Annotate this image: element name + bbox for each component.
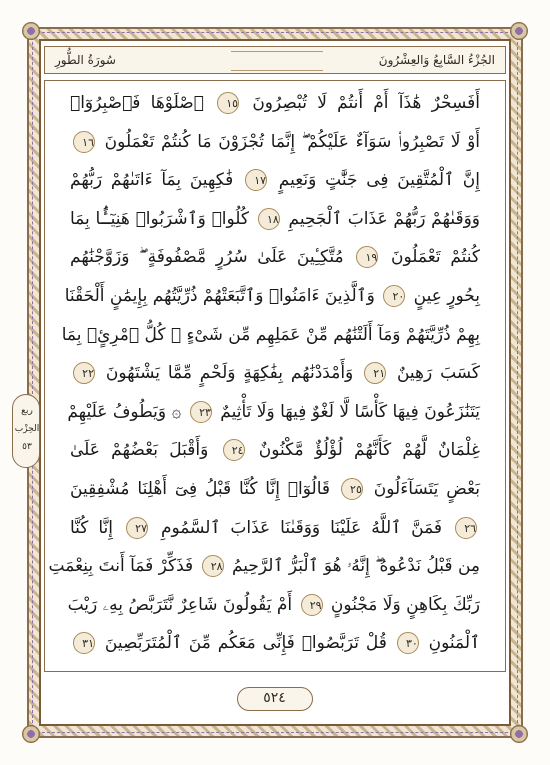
verse-text: قَالُوٓا۟ إِنَّا كُنَّا قَبْلُ فِىٓ أَهْلِنَا مُشْفِقِينَ xyxy=(70,479,330,499)
verse-text: بِهِمْ ذُرِّيَّتَهُمْ وَمَآ أَلَتْنَٰهُم مِّنْ عَمَلِهِم مِّن شَىْءٍ ۚ كُلُّ ٱمْرِئٍۭ بِمَا xyxy=(61,324,480,345)
verse-text: بِحُورٍ عِينٍ xyxy=(413,286,480,306)
verse-line xyxy=(70,472,480,506)
verse-text: أَمْ يَقُولُونَ شَاعِرٌ نَّتَرَبَّصُ بِهِۦ رَيْبَ xyxy=(67,594,293,615)
ayah-number-marker: ٢٤ xyxy=(223,439,245,461)
verse-line xyxy=(70,626,480,660)
verse-text: كُلُوا۟ وَٱشْرَبُوا۟ هَنِيٓـًٔۢا بِمَا xyxy=(70,208,250,229)
verse-line xyxy=(70,125,480,159)
verse-text: مِن قَبْلُ نَدْعُوهُ ۖ إِنَّهُۥ هُوَ ٱلْبَرُّ ٱلرَّحِيمُ xyxy=(231,556,480,577)
verse-line xyxy=(70,86,480,120)
ayah-number-marker: ٢٣ xyxy=(190,401,212,423)
verse-text: كُنتُمْ تَعْمَلُونَ xyxy=(390,247,480,268)
corner-rosette-icon xyxy=(22,22,40,40)
ayah-number-marker: ٢٨ xyxy=(202,555,224,577)
verse-text: قُلْ تَرَبَّصُوا۟ فَإِنِّى مَعَكُم مِّنَ ٱلْمُتَرَبِّصِينَ xyxy=(104,633,387,654)
juz-name: الجُزْءُ السَّابِعُ وَالعِشْرُونَ xyxy=(378,53,495,67)
page-number: ٥٢٤ xyxy=(263,690,286,706)
verse-text: فَمَنَّ ٱللَّهُ عَلَيْنَا وَوَقَىٰنَا عَذَابَ ٱلسَّمُومِ xyxy=(160,517,443,538)
corner-rosette-icon xyxy=(510,725,528,743)
corner-rosette-icon xyxy=(510,22,528,40)
verse-line xyxy=(70,433,480,467)
verse-text: كَسَبَ رَهِينٌ xyxy=(396,363,481,384)
hizb-label-1: ربع xyxy=(21,406,33,416)
verse-line xyxy=(67,588,480,622)
ayah-number-marker: ١٦ xyxy=(73,131,95,153)
hizb-quarter-marker xyxy=(12,394,40,468)
ayah-number-marker: ٢٦ xyxy=(455,517,477,539)
verse-text: وَأَمْدَدْنَٰهُم بِفَٰكِهَةٍ وَلَحْمٍ مِّمَّا يَشْتَهُونَ xyxy=(105,363,354,384)
verse-text: إِنَّ ٱلْمُتَّقِينَ فِى جَنَّٰتٍ وَنَعِيمٍ xyxy=(278,170,480,191)
verse-text: وَوَقَىٰهُمْ رَبُّهُمْ عَذَابَ ٱلْجَحِيمِ xyxy=(288,208,480,229)
verse-line xyxy=(64,279,480,313)
ayah-number-marker: ٢٠ xyxy=(383,285,405,307)
verse-line xyxy=(70,163,480,197)
verse-text: أَفَسِحْرٌ هَٰذَآ أَمْ أَنتُمْ لَا تُبْصِرُونَ xyxy=(252,93,480,113)
ayah-number-marker: ٢٢ xyxy=(73,362,95,384)
verse-text: وَأَقْبَلَ بَعْضُهُمْ عَلَىٰ xyxy=(70,440,209,461)
ayah-number-marker: ٢٧ xyxy=(126,517,148,539)
ayah-number-marker: ٣٠ xyxy=(397,632,419,654)
surah-name: سُورَةُ الطُّورِ xyxy=(55,53,116,67)
page-number-frame xyxy=(237,687,313,711)
verse-line xyxy=(70,202,480,236)
verse-text: يَتَنَٰزَعُونَ فِيهَا كَأْسًا لَّا لَغْوٌ فِيهَا وَلَا تَأْثِيمٌ xyxy=(220,401,480,422)
ayah-number-marker: ٢١ xyxy=(364,362,386,384)
verse-text: فَٰكِهِينَ بِمَآ ءَاتَىٰهُمْ رَبُّهُمْ xyxy=(70,170,234,191)
header-ornament xyxy=(231,51,323,71)
page-header xyxy=(44,46,506,74)
verse-text: ٱصْلَوْهَا فَٱصْبِرُوٓا۟ xyxy=(70,93,204,113)
ayah-number-marker: ١٥ xyxy=(217,92,239,114)
verse-text: غِلْمَانٌ لَّهُمْ كَأَنَّهُمْ لُؤْلُؤٌ مَّكْنُونٌ xyxy=(258,440,480,461)
ayah-number-marker: ١٨ xyxy=(258,208,280,230)
verse-line xyxy=(61,318,480,352)
verse-line xyxy=(48,549,480,583)
ayah-number-marker: ١٩ xyxy=(356,246,378,268)
ayah-number-marker: ٢٥ xyxy=(341,478,363,500)
verse-line xyxy=(70,240,480,274)
verse-line xyxy=(70,356,480,390)
verse-text: بَعْضٍ يَتَسَآءَلُونَ xyxy=(373,479,481,499)
ayah-number-marker: ١٧ xyxy=(245,169,267,191)
verse-text: أَوْ لَا تَصْبِرُوا۟ سَوَآءٌ عَلَيْكُمْ ۖ إِنَّمَا تُجْزَوْنَ مَا كُنتُمْ تَعْمَلُونَ xyxy=(104,131,481,152)
hizb-number: ٥٣ xyxy=(22,442,32,452)
verse-line xyxy=(67,395,480,429)
verse-text: ۞ وَيَطُوفُ عَلَيْهِمْ xyxy=(67,401,182,422)
verse-text: فَذَكِّرْ فَمَآ أَنتَ بِنِعْمَتِ xyxy=(48,556,194,577)
ayah-number-marker: ٣١ xyxy=(73,632,95,654)
verse-text: وَٱلَّذِينَ ءَامَنُوا۟ وَٱتَّبَعَتْهُمْ ذُرِّيَّتُهُم بِإِيمَٰنٍ أَلْحَقْنَا xyxy=(64,286,375,306)
verse-text: رَبِّكَ بِكَاهِنٍ وَلَا مَجْنُونٍ xyxy=(330,594,480,615)
verse-text: ٱلْمَنُونِ xyxy=(428,633,481,654)
verse-line xyxy=(70,511,480,545)
verse-text: مُتَّكِـِٔينَ عَلَىٰ سُرُرٍ مَّصْفُوفَةٍ ۖ وَزَوَّجْنَٰهُم xyxy=(70,247,344,268)
corner-rosette-icon xyxy=(22,725,40,743)
verse-text: إِنَّا كُنَّا xyxy=(70,517,114,538)
hizb-label-2: الحِزْب xyxy=(14,424,40,434)
ayah-number-marker: ٢٩ xyxy=(301,594,323,616)
